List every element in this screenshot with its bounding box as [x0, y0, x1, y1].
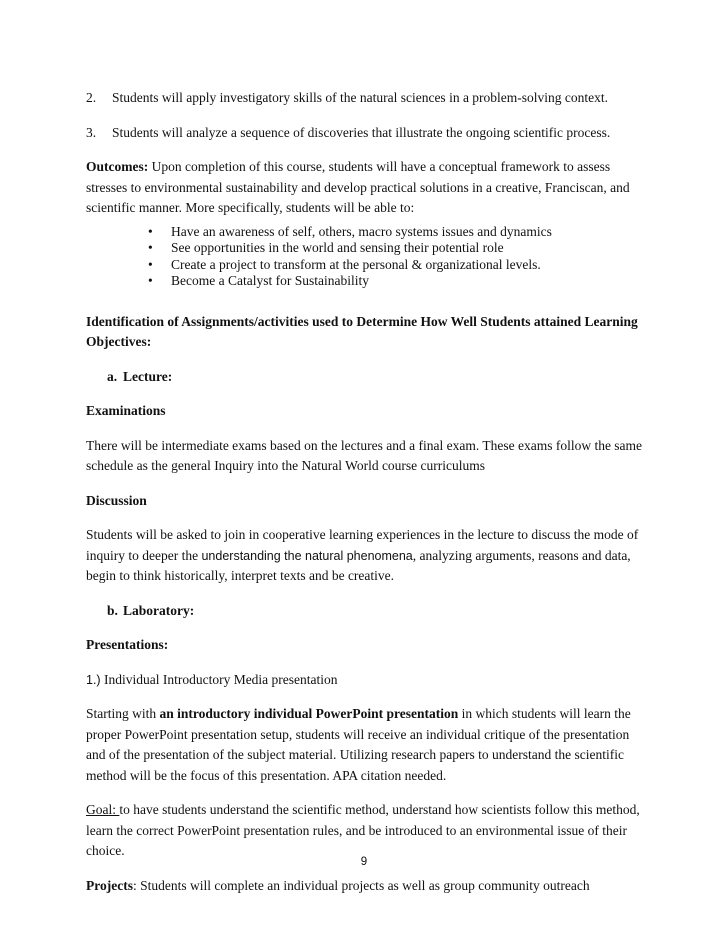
- outcomes-bullet-list: [148, 224, 648, 290]
- bullet-icon: •: [148, 223, 153, 239]
- discussion-heading: [86, 491, 648, 512]
- lecture-label: Lecture:: [123, 368, 173, 384]
- examinations-heading: [86, 401, 648, 422]
- goal-text: to have students understand the scientific method, understand how scientists follow this method, learn the correct PowerPoint presentation rules, and be introduced to an environmental issue of their choice.: [86, 802, 640, 858]
- laboratory-label: Laboratory:: [123, 602, 195, 618]
- lecture-number: a.: [107, 368, 118, 384]
- bullet-text: Become a Catalyst for Sustainability: [171, 273, 369, 288]
- bullet-text: Create a project to transform at the personal & organizational levels.: [171, 256, 541, 272]
- projects-text: : Students will complete an individual projects as well as group community outreach: [132, 877, 590, 893]
- page-number: 9: [360, 856, 368, 868]
- presentations-paragraph: [86, 704, 648, 786]
- outcomes-text: Upon completion of this course, students will have a conceptual framework to assess stresses to environmental sustainability and develop practical solutions in a creative, Franciscan, and scientific manner. More specifically, students will be able to:: [86, 159, 630, 215]
- presentations-heading: [86, 635, 648, 656]
- objective-text: Students will analyze a sequence of discoveries that illustrate the ongoing scientific process.: [112, 124, 611, 140]
- list-item: [148, 224, 648, 241]
- bullet-icon: •: [148, 273, 153, 288]
- discussion-text: , analyzing arguments, reasons and data, begin to think historically, interpret texts and be creative.: [86, 547, 631, 583]
- identification-heading: [86, 312, 648, 353]
- examinations-paragraph: There will be intermediate exams based on the lectures and a final exam. These exams follow the same schedule as the general Inquiry into the Natural World course curriculums: [86, 437, 643, 473]
- list-item: [148, 273, 648, 290]
- examinations-heading-text: Examinations: [86, 403, 166, 418]
- laboratory-number: b.: [107, 602, 118, 618]
- objective-text: Students will apply investigatory skills of the natural sciences in a problem-solving context.: [112, 90, 609, 105]
- objective-item-2: [86, 88, 648, 109]
- objective-number: 3.: [86, 124, 97, 140]
- bullet-icon: •: [148, 256, 153, 272]
- presentations-text: in which students will learn the proper PowerPoint presentation setup, students will receive an individual critique of the presentation and of the presentation of the subject material. Utilizing research papers to understand the scientific method will be the focus of this presentation. APA citation needed.: [86, 706, 631, 783]
- presentation-item-number: 1.): [86, 672, 101, 687]
- laboratory-heading: [107, 601, 648, 622]
- bullet-text: Have an awareness of self, others, macro systems issues and dynamics: [171, 223, 552, 239]
- presentations-heading-text: Presentations:: [86, 637, 169, 652]
- objective-item-3: [86, 123, 648, 144]
- outcomes-paragraph: [86, 157, 648, 219]
- identification-heading-text: Identification of Assignments/activities used to Determine How Well Students attained Learning Objectives:: [86, 313, 638, 349]
- presentation-item: [86, 670, 648, 691]
- discussion-text: Students will be asked to join in cooperative learning experiences in the lecture to discuss the mode of inquiry to deeper the: [86, 527, 639, 563]
- presentations-text: Starting with: [86, 706, 160, 721]
- projects-paragraph: [86, 876, 648, 897]
- lecture-heading: [107, 367, 648, 388]
- goal-label: Goal:: [86, 802, 120, 817]
- discussion-heading-text: Discussion: [86, 492, 147, 508]
- outcomes-label: Outcomes:: [86, 159, 149, 174]
- bullet-icon: •: [148, 240, 153, 255]
- objective-number: 2.: [86, 90, 97, 105]
- presentation-item-text: Individual Introductory Media presentation: [100, 671, 338, 687]
- discussion-paragraph: [86, 525, 648, 587]
- projects-label: Projects: [86, 877, 133, 893]
- list-item: [148, 257, 648, 274]
- presentations-bold-text: an introductory individual PowerPoint presentation: [159, 706, 459, 721]
- list-item: [148, 240, 648, 257]
- discussion-text-sans: understanding the natural phenomena: [201, 548, 413, 563]
- bullet-text: See opportunities in the world and sensing their potential role: [171, 240, 504, 255]
